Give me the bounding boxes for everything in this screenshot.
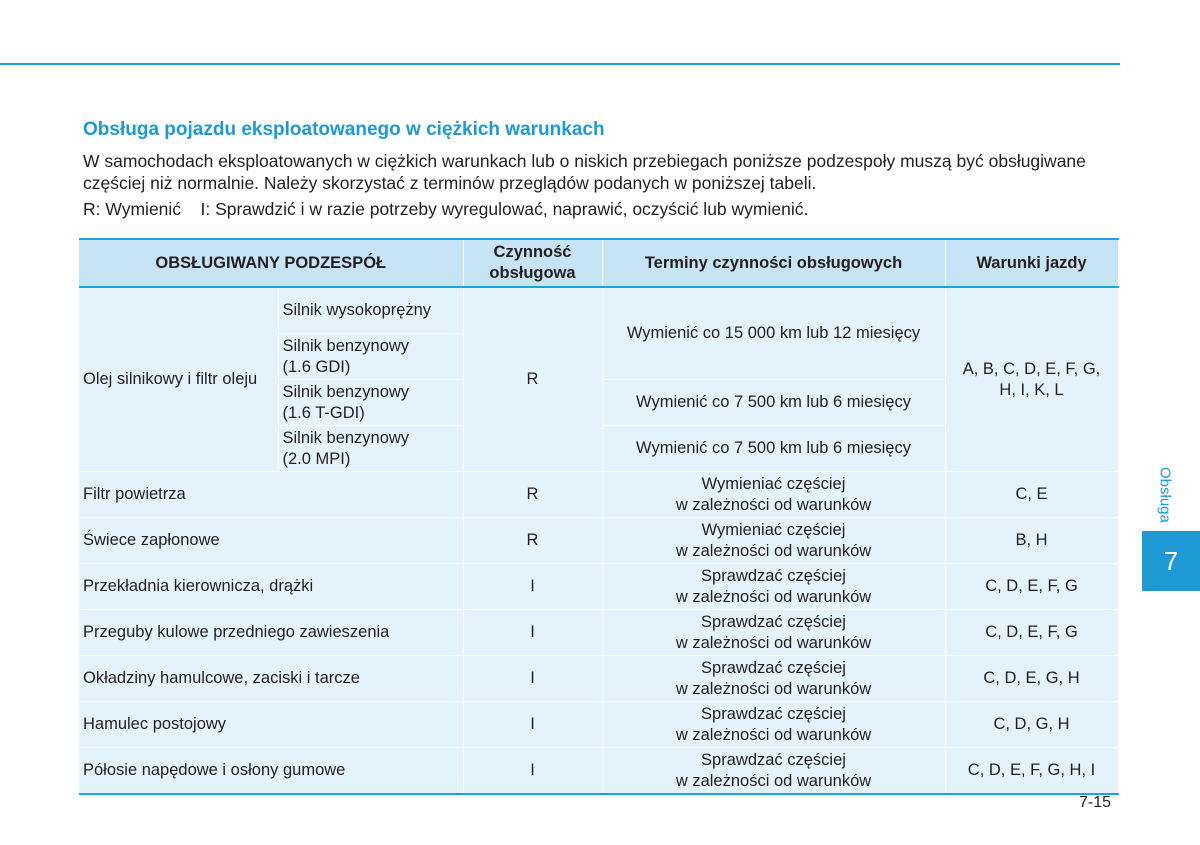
row-interval — [602, 748, 945, 795]
row-interval — [602, 610, 945, 656]
row-action: I — [463, 564, 602, 610]
row-conditions: B, H — [945, 518, 1118, 564]
row-interval — [602, 656, 945, 702]
row-interval-line1: Sprawdzać częściej — [701, 612, 846, 631]
row-interval-line2: w zależności od warunków — [675, 541, 872, 560]
engine-variant-line2: (1.6 GDI) — [282, 357, 351, 376]
row-interval-line2: w zależności od warunków — [675, 495, 872, 514]
row-interval-line2: w zależności od warunków — [675, 587, 872, 606]
page-number: 7-15 — [1079, 794, 1112, 811]
header-action — [463, 239, 602, 287]
oil-interval: Wymienić co 15 000 km lub 12 miesięcy — [602, 287, 945, 380]
row-conditions: C, D, E, F, G — [945, 564, 1118, 610]
header-interval: Terminy czynności obsługowych — [602, 239, 945, 287]
row-conditions: C, D, G, H — [945, 702, 1118, 748]
row-conditions: C, E — [945, 472, 1118, 518]
row-interval — [602, 702, 945, 748]
row-action: I — [463, 702, 602, 748]
table-row — [79, 656, 1118, 702]
table-row — [79, 287, 1118, 334]
row-component: Przeguby kulowe przedniego zawieszenia — [79, 610, 463, 656]
row-interval-line2: w zależności od warunków — [675, 679, 872, 698]
table-row — [79, 564, 1118, 610]
row-interval-line1: Sprawdzać częściej — [701, 566, 846, 585]
table-row — [79, 748, 1118, 795]
row-component: Świece zapłonowe — [79, 518, 463, 564]
engine-variant — [278, 426, 463, 472]
row-interval-line2: w zależności od warunków — [675, 725, 872, 744]
engine-variant — [278, 334, 463, 380]
maintenance-table — [79, 238, 1119, 795]
oil-interval: Wymienić co 7 500 km lub 6 miesięcy — [602, 380, 945, 426]
row-interval-line1: Sprawdzać częściej — [701, 750, 846, 769]
header-action-line2: obsługowa — [489, 264, 576, 282]
row-action: I — [463, 610, 602, 656]
action-legend: R: Wymienić I: Sprawdzić i w razie potrzeby wyregulować, naprawić, oczyścić lub wymienić. — [83, 199, 809, 219]
oil-action: R — [463, 287, 602, 472]
engine-variant-line2: (1.6 T-GDI) — [282, 403, 365, 422]
table-row — [79, 702, 1118, 748]
table-row — [79, 610, 1118, 656]
oil-conditions — [945, 287, 1118, 472]
engine-variant — [278, 380, 463, 426]
top-divider — [0, 63, 1120, 65]
chapter-number-tab: 7 — [1142, 531, 1200, 591]
engine-variant-line1: Silnik benzynowy — [282, 428, 410, 447]
row-action: R — [463, 518, 602, 564]
row-interval-line1: Sprawdzać częściej — [701, 704, 846, 723]
row-action: I — [463, 656, 602, 702]
header-action-line1: Czynność — [493, 243, 572, 261]
table-row — [79, 518, 1118, 564]
oil-interval: Wymienić co 7 500 km lub 6 miesięcy — [602, 426, 945, 472]
row-conditions: C, D, E, F, G — [945, 610, 1118, 656]
row-component: Przekładnia kierownicza, drążki — [79, 564, 463, 610]
chapter-tab-label: Obsługa — [1156, 467, 1174, 523]
engine-variant-line1: Silnik benzynowy — [282, 336, 410, 355]
row-conditions: C, D, E, F, G, H, I — [945, 748, 1118, 795]
header-component: OBSŁUGIWANY PODZESPÓŁ — [79, 239, 463, 287]
row-component: Hamulec postojowy — [79, 702, 463, 748]
row-interval-line2: w zależności od warunków — [675, 633, 872, 652]
row-interval-line2: w zależności od warunków — [675, 771, 872, 790]
row-interval — [602, 518, 945, 564]
engine-variant-line1: Silnik wysokoprężny — [282, 301, 432, 319]
engine-variant-line2: (2.0 MPI) — [282, 449, 351, 468]
row-interval-line1: Wymieniać częściej — [701, 474, 846, 493]
row-interval-line1: Wymieniać częściej — [701, 520, 846, 539]
row-interval — [602, 564, 945, 610]
table-row — [79, 472, 1118, 518]
row-interval — [602, 472, 945, 518]
section-heading: Obsługa pojazdu eksploatowanego w ciężkich warunkach — [83, 119, 605, 140]
row-component: Filtr powietrza — [79, 472, 463, 518]
row-action: I — [463, 748, 602, 795]
engine-variant-line1: Silnik benzynowy — [282, 382, 410, 401]
row-component: Okładziny hamulcowe, zaciski i tarcze — [79, 656, 463, 702]
row-conditions: C, D, E, G, H — [945, 656, 1118, 702]
table-header-row — [79, 239, 1118, 287]
row-action: R — [463, 472, 602, 518]
oil-conditions-line1: A, B, C, D, E, F, G, — [962, 359, 1101, 378]
header-conditions: Warunki jazdy — [945, 239, 1118, 287]
oil-component: Olej silnikowy i filtr oleju — [79, 287, 278, 472]
row-component: Półosie napędowe i osłony gumowe — [79, 748, 463, 795]
row-interval-line1: Sprawdzać częściej — [701, 658, 846, 677]
engine-variant — [278, 287, 463, 334]
oil-conditions-line2: H, I, K, L — [999, 380, 1064, 399]
intro-paragraph: W samochodach eksploatowanych w ciężkich warunkach lub o niskich przebiegach poniższe podzespoły muszą być obsługiwane częściej niż normalnie. Należy skorzystać z terminów przeglądów podanych w poniższej tabeli. — [83, 151, 1086, 193]
